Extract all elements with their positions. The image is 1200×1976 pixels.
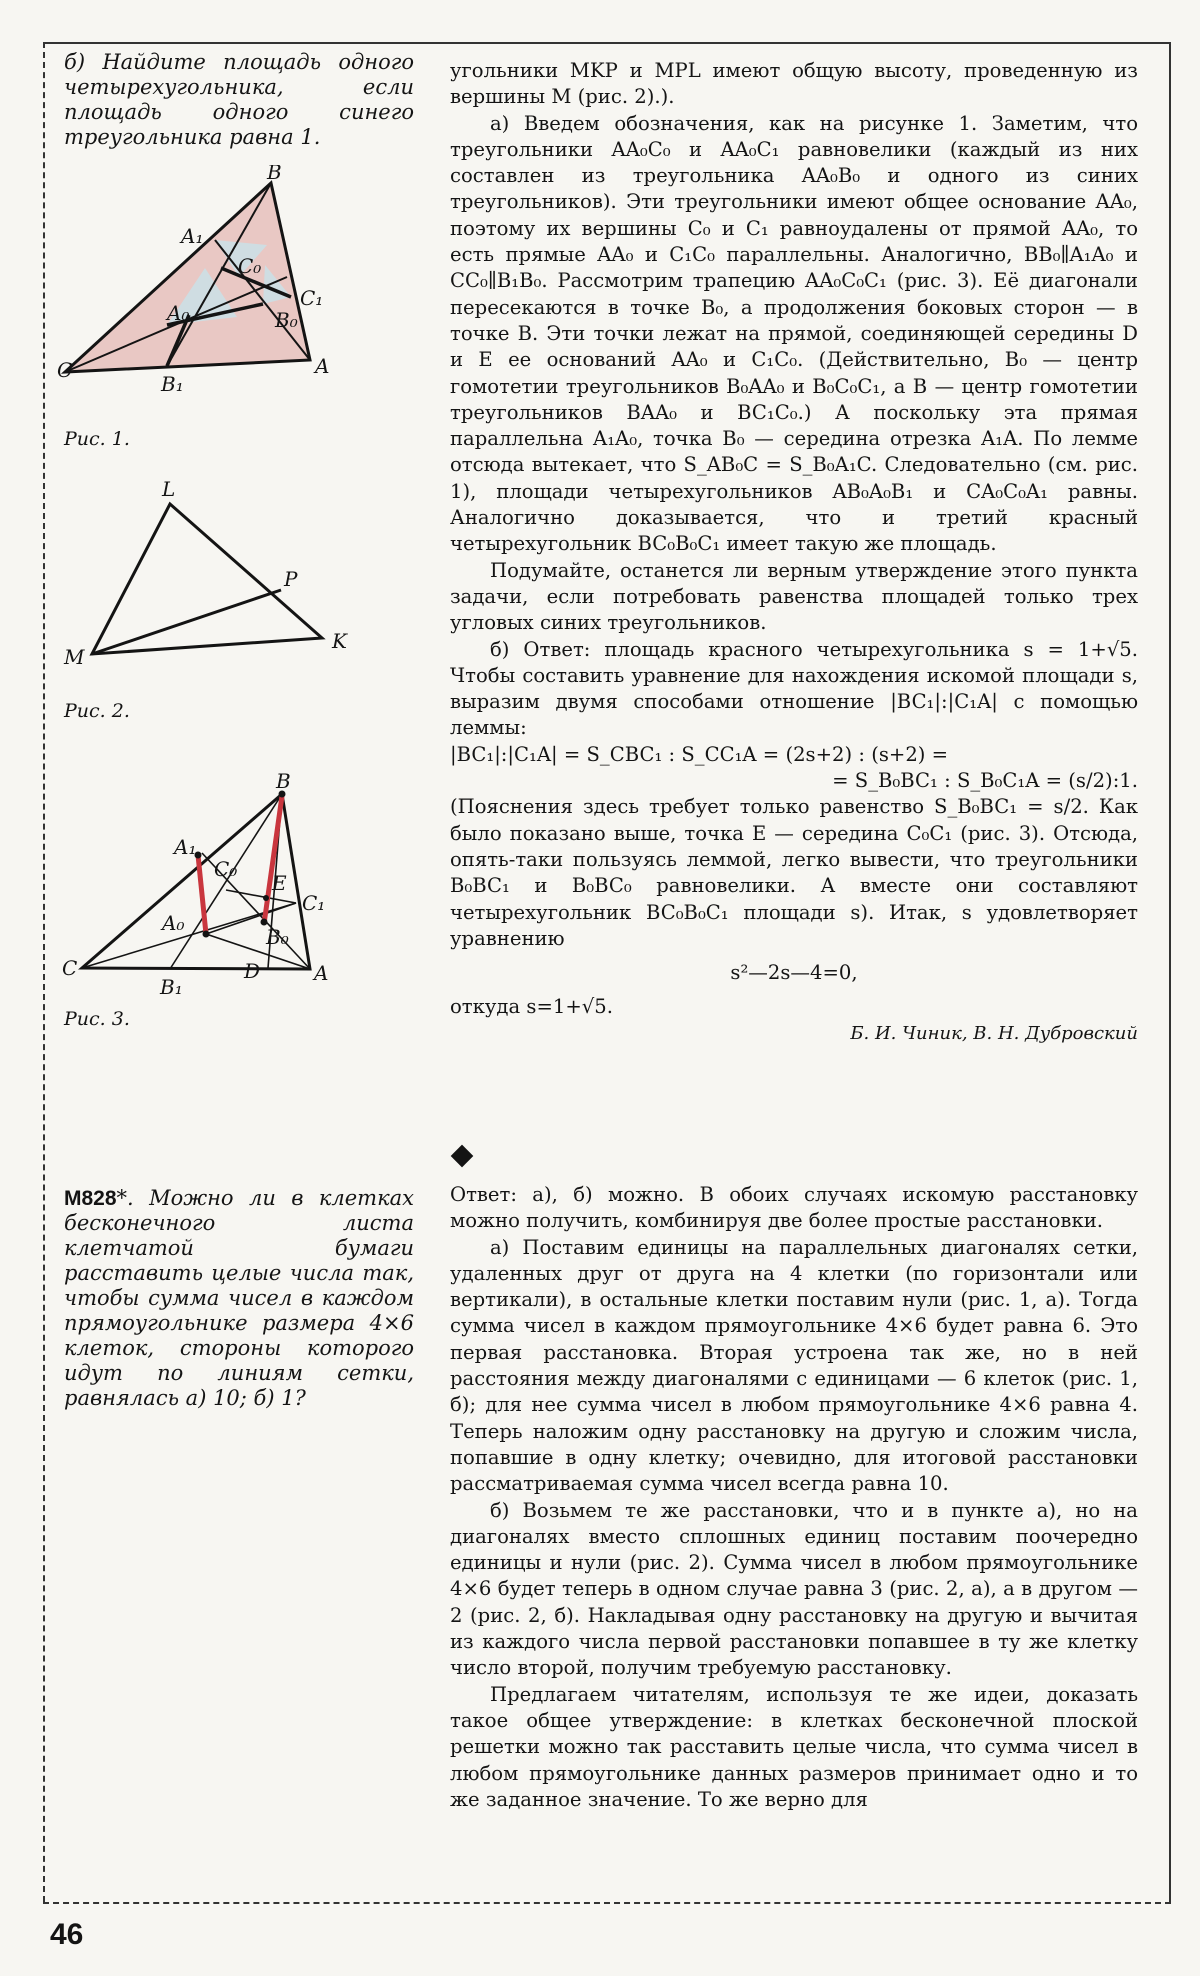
fig3-label-B1: B₁ <box>160 975 183 999</box>
equation-3: s²—2s—4=0, <box>730 961 858 985</box>
solution-conclusion: откуда s=1+√5. <box>450 995 613 1019</box>
figure-3 <box>58 772 348 1017</box>
fig2-label-P: P <box>284 567 298 591</box>
frame-top-border <box>43 42 1171 44</box>
frame-left-border <box>43 42 45 1902</box>
fig1-label-C1: C₁ <box>300 286 324 310</box>
fig1-label-A: A <box>315 354 330 378</box>
fig3-label-A: A <box>314 961 329 985</box>
section-separator-diamond <box>451 1145 474 1168</box>
fig1-label-B1: B₁ <box>161 372 184 396</box>
fig1-caption: Рис. 1. <box>64 428 130 450</box>
solution-p0: угольники MKP и MPL имеют общую высоту, проведенную из вершины M (рис. 2).). <box>450 59 1138 109</box>
fig3-label-C: C <box>62 956 78 980</box>
fig3-point-E <box>263 895 269 901</box>
fig3-label-A1: A₁ <box>174 835 197 859</box>
fig2-caption: Рис. 2. <box>64 700 130 722</box>
m828-answer: Ответ: а), б) можно. В обоих случаях искомую расстановку можно получить, комбинируя две более простые расстановки. <box>450 1183 1138 1233</box>
fig1-label-A1: A₁ <box>181 224 204 248</box>
fig2-label-L: L <box>162 478 176 501</box>
solution-explanation: (Пояснения здесь требует только равенство S_B₀BC₁ = s/2. Как было показано выше, точка E — середина C₀C₁ (рис. 3). Отсюда, опять-таки пользуясь леммой, легко вывести, что треугольники B₀BC₁ и B₀BC₀ равновелики. А вместе они составляют четырехугольник BC₀B₀C₁ площади s). Итак, s удовлетворяет уравнению <box>450 795 1138 950</box>
m828-statement: *. Можно ли в клетках бесконечного листа клетчатой бумаги расставить целые числа так, чтобы сумма чисел в каждом прямоугольнике размера 4×6 клеток, стороны которого идут по линиям сетки, равнялась а) 10; б) 1? <box>64 1186 414 1410</box>
equation-2: = S_B₀BC₁ : S_B₀C₁A = (s/2):1. <box>832 769 1138 793</box>
fig1-label-A0: A₀ <box>167 301 190 325</box>
fig3-label-D: D <box>244 959 261 983</box>
fig1-label-C: C <box>57 358 73 382</box>
fig1-label-C0: C₀ <box>238 254 262 278</box>
solution-part-b: б) Ответ: площадь красного четырехугольника s = 1+√5. Чтобы составить уравнение для нахождения искомой площади s, выразим двумя способами отношение |BC₁|:|C₁A| с помощью леммы: <box>450 637 1138 740</box>
frame-right-border <box>1169 42 1171 1902</box>
m828-solution-column <box>450 1182 1138 1813</box>
fig1-label-B0: B₀ <box>275 308 298 332</box>
figure-2 <box>60 478 360 668</box>
equation-1: |BC₁|:|C₁A| = S_CBC₁ : S_CC₁A = (2s+2) : (s+2) = <box>450 742 949 766</box>
frame-bottom-border <box>43 1902 1171 1904</box>
fig3-label-B: B <box>276 772 291 793</box>
fig3-label-A0: A₀ <box>162 911 185 935</box>
fig2-label-M: M <box>64 645 85 668</box>
m828-part-a: а) Поставим единицы на параллельных диагоналях сетки, удаленных друг от друга на 4 клетки (по горизонтали или вертикали), в остальные клетки поставим нули (рис. 1, а). Тогда сумма чисел в каждом прямоугольнике 4×6 будет равна 6. Это первая расстановка. Вторая устроена так же, но в ней расстояния между диагоналями с единицами — 6 клеток (рис. 1, б); для нее сумма чисел в любом прямоугольнике 4×6 равна 4. Теперь наложим одну расстановку на другую и сложим числа, попавшие в одну клетку; очевидно, для итоговой расстановки рассматриваемая сумма чисел всегда равна 10. <box>450 1235 1138 1496</box>
m828-label: М828 <box>64 1187 117 1210</box>
fig2-label-K: K <box>332 629 347 653</box>
solution-remark: Подумайте, останется ли верным утверждение этого пункта задачи, если потребовать равенства площадей только трех угловых синих треугольников. <box>450 558 1138 635</box>
problem-b-statement: б) Найдите площадь одного четырехугольника, если площадь одного синего треугольника равна 1. <box>64 50 414 149</box>
m828-problem <box>64 1186 414 1411</box>
fig3-label-C1: C₁ <box>302 891 326 915</box>
figure-1 <box>55 165 345 410</box>
solution-part-a: а) Введем обозначения, как на рисунке 1. Заметим, что треугольники AA₀C₀ и AA₀C₁ равновелики (каждый из них составлен из треугольника AA₀B₀ и одного из синих треугольников). Эти треугольники имеют общее основание AA₀, поэтому их вершины C₀ и C₁ равноудалены от прямой AA₀, то есть прямые AA₀ и C₁C₀ параллельны. Аналогично, BB₀∥A₁A₀ и CC₀∥B₁B₀. Рассмотрим трапецию AA₀C₀C₁ (рис. 3). Её диагонали пересекаются в точке B₀, а продолжения боковых сторон — в точке B. Эти точки лежат на прямой, соединяющей середины D и E ее оснований AA₀ и C₁C₀. (Действительно, B₀ — центр гомотетии треугольников B₀AA₀ и B₀C₀C₁, а B — центр гомотетии треугольников BAA₀ и BC₁C₀.) А поскольку эта прямая параллельна A₁A₀, точка B₀ — середина отрезка A₁A. По лемме отсюда вытекает, что S_AB₀C = S_B₀A₁C. Следовательно (см. рис. 1), площади четырехугольников AB₀A₀B₁ и CA₀C₀A₁ равны. Аналогично доказывается, что и третий красный четырехугольник BC₀B₀C₁ имеет такую же площадь. <box>450 111 1138 556</box>
left-column <box>64 50 414 150</box>
m828-part-b: б) Возьмем те же расстановки, что и в пункте а), но на диагоналях вместо сплошных единиц поставим поочередно единицы и нули (рис. 2). Сумма чисел в любом прямоугольнике 4×6 будет теперь в одном случае равна 3 (рис. 2, а), а в другом — 2 (рис. 2, б). Накладывая одну расстановку на другую и вычитая из каждого числа первой расстановки попавшее в ту же клетку число второй, получим требуемую расстановку. <box>450 1498 1138 1680</box>
fig3-caption: Рис. 3. <box>64 1008 130 1030</box>
fig3-label-C0: C₀ <box>214 857 238 881</box>
fig1-label-B: B <box>267 165 282 184</box>
m828-generalization: Предлагаем читателям, используя те же идеи, доказать такое общее утверждение: в клетках бесконечной плоской решетки можно так расставить целые числа, что сумма чисел в любом прямоугольнике данных размеров принимает одно и то же заданное значение. То же верно для <box>450 1682 1138 1811</box>
fig3-label-E: E <box>272 871 287 895</box>
fig3-label-B0: B₀ <box>266 925 289 949</box>
author-signature: Б. И. Чиник, В. Н. Дубровский <box>850 1022 1138 1044</box>
fig3-point-A0 <box>203 931 210 938</box>
page-number: 46 <box>50 1918 84 1951</box>
solution-column <box>450 58 1138 1047</box>
